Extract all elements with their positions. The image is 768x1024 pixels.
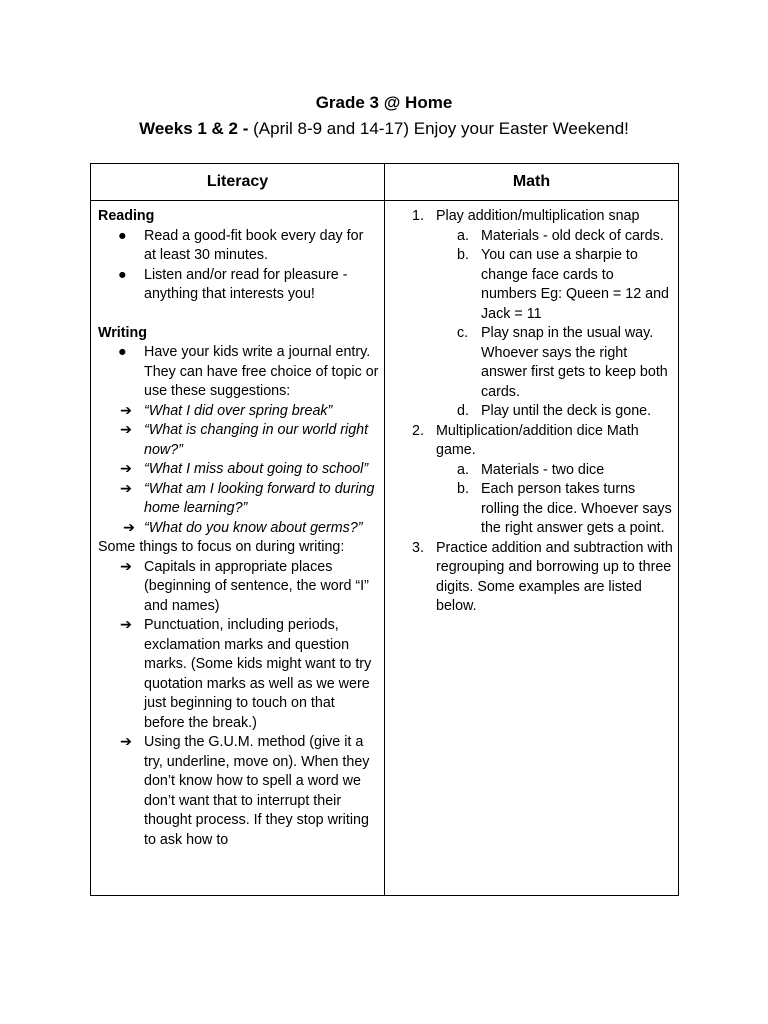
subtitle-weeks: Weeks 1 & 2 - bbox=[139, 119, 254, 138]
suggestion-item: ➔ “What I did over spring break” bbox=[98, 402, 379, 422]
list-item: a. Materials - two dice bbox=[457, 461, 605, 478]
arrow-right-icon: ➔ bbox=[120, 734, 132, 750]
writing-list bbox=[98, 343, 379, 538]
writing-heading: Writing bbox=[98, 324, 147, 341]
arrow-right-icon: ➔ bbox=[120, 461, 132, 477]
list-item: a. Materials - old deck of cards. bbox=[457, 227, 664, 244]
math-cell bbox=[385, 201, 679, 896]
focus-item: ➔ Capitals in appropriate places (beginning of sentence, the word “I” and names) bbox=[120, 558, 369, 614]
page-subtitle bbox=[0, 119, 768, 139]
suggestion-item: ➔ “What am I looking forward to during home learning?” bbox=[120, 480, 375, 516]
focus-item: ➔ Punctuation, including periods, exclamation marks and question marks. (Some kids might want to try quotation marks as well as we were just beginning to touch on that before the break.) bbox=[120, 617, 372, 731]
list-item: b. Each person takes turns rolling the dice. Whoever says the right answer gets a point. bbox=[457, 481, 672, 536]
bullet-icon: ● bbox=[118, 227, 127, 244]
activity-number: 3. bbox=[412, 539, 424, 556]
suggestion-item: ➔ “What I miss about going to school” bbox=[98, 460, 379, 480]
focus-item: ➔ Using the G.U.M. method (give it a try, underline, move on). When they don’t know how to spell a word we don’t want that to interrupt their thought process. If they stop writing to ask how to bbox=[120, 734, 370, 848]
math-activity: 3. Practice addition and subtraction with regrouping and borrowing up to three digits. Some examples are listed below. bbox=[412, 539, 673, 614]
arrow-right-icon: ➔ bbox=[120, 480, 132, 497]
list-item: b. You can use a sharpie to change face cards to numbers Eg: Queen = 12 and Jack = 11 bbox=[457, 247, 669, 322]
literacy-column-header: Literacy bbox=[91, 164, 385, 201]
bullet-icon: ● bbox=[118, 266, 127, 283]
list-item: c. Play snap in the usual way. Whoever says the right answer first gets to keep both cards. bbox=[457, 325, 668, 400]
activity-number: 1. bbox=[412, 208, 424, 224]
page-title: Grade 3 @ Home bbox=[315, 93, 453, 112]
literacy-cell bbox=[91, 201, 385, 896]
list-item: ● Listen and/or read for pleasure - anything that interests you! bbox=[118, 266, 348, 302]
list-item: ● Read a good-fit book every day for at least 30 minutes. bbox=[118, 227, 364, 263]
activity-steps bbox=[436, 461, 673, 539]
math-activity: 2. Multiplication/addition dice Math game. a. Materials - two dice b. Each person takes turns rolling the dice. Whoever says the right answer gets a point. bbox=[396, 422, 673, 539]
arrow-right-icon: ➔ bbox=[120, 558, 132, 575]
arrow-right-icon: ➔ bbox=[120, 422, 132, 438]
list-item: ● Have your kids write a journal entry. They can have free choice of topic or use these suggestions: bbox=[118, 344, 379, 399]
arrow-right-icon: ➔ bbox=[120, 402, 132, 419]
arrow-right-icon: ➔ bbox=[120, 617, 132, 633]
bullet-icon: ● bbox=[118, 344, 127, 360]
math-column-header: Math bbox=[385, 164, 679, 201]
suggestion-item: ➔ “What is changing in our world right now?” bbox=[120, 422, 369, 458]
activity-steps bbox=[436, 227, 673, 422]
math-activity: 1. Play addition/multiplication snap a. Materials - old deck of cards. b. You can use a sharpie to change face cards to numbers Eg: Queen = 12 and Jack = 11 c. Play snap in the usual way. Whoever says the right answer first gets to keep both cards. d. Play until the deck is gone. bbox=[396, 207, 673, 422]
subtitle-dates: (April 8-9 and 14-17) Enjoy your Easter Weekend! bbox=[253, 119, 629, 138]
table-content-row bbox=[91, 201, 679, 896]
weekly-plan-table bbox=[90, 163, 679, 896]
activity-number: 2. bbox=[412, 422, 424, 439]
suggestion-item: ➔ “What do you know about germs?” bbox=[98, 519, 379, 539]
table-header-row bbox=[91, 164, 679, 201]
focus-intro: Some things to focus on during writing: bbox=[98, 539, 345, 555]
list-item: d. Play until the deck is gone. bbox=[457, 403, 652, 419]
focus-list bbox=[98, 558, 379, 851]
reading-list bbox=[98, 227, 379, 305]
arrow-right-icon: ➔ bbox=[123, 519, 135, 536]
reading-heading: Reading bbox=[98, 208, 155, 224]
math-activity-list bbox=[396, 207, 673, 617]
